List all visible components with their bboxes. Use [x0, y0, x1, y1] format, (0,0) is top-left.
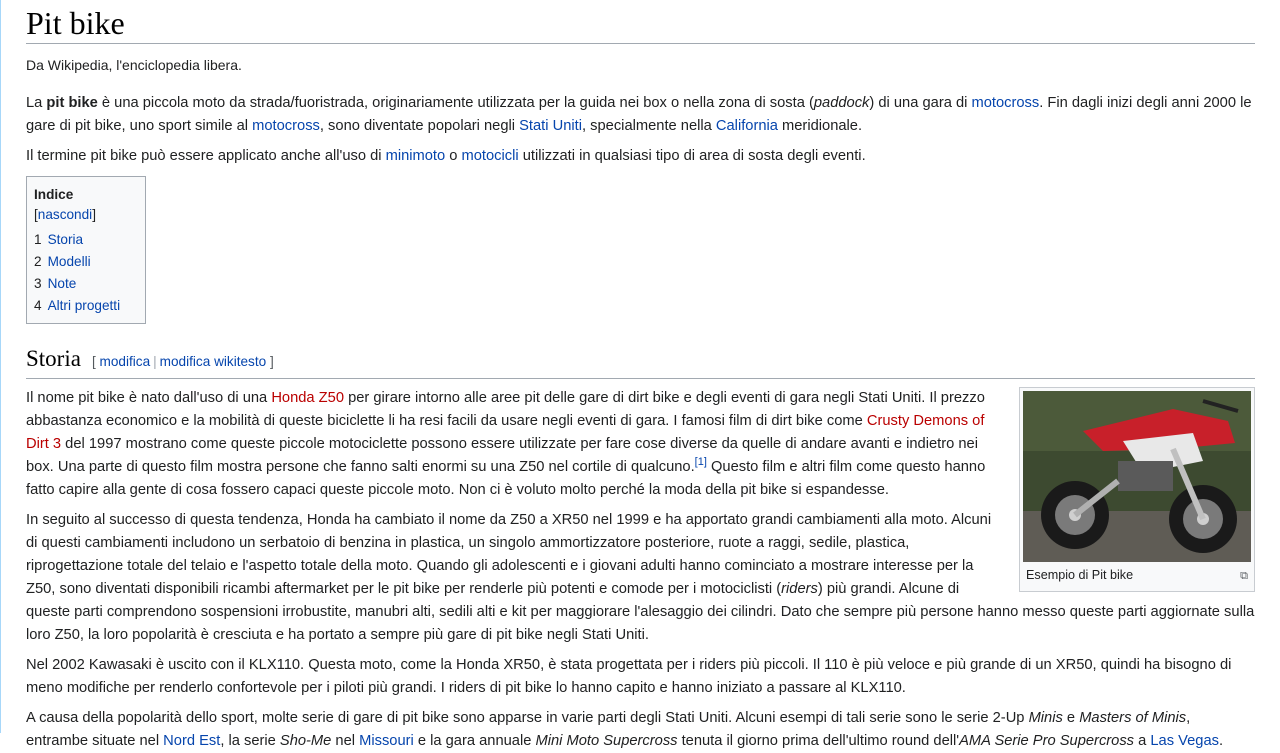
link-motocross[interactable]: motocross — [971, 95, 1040, 111]
toc-title: Indice — [34, 187, 74, 202]
pit-bike-image[interactable] — [1023, 391, 1251, 562]
thumbnail-figure — [1019, 387, 1255, 592]
edit-source-link[interactable]: modifica wikitesto — [159, 354, 267, 369]
toc-item-altri-progetti[interactable]: 4 Altri progetti — [34, 298, 121, 313]
toc-hide-toggle[interactable]: nascondi — [37, 207, 93, 222]
edit-section-links: [ modifica | modifica wikitesto ] — [91, 354, 274, 369]
link-california[interactable]: California — [715, 118, 778, 134]
link-motocicli[interactable]: motocicli — [461, 148, 519, 164]
storia-paragraph-4: A causa della popolarità dello sport, molte serie di gare di pit bike sono apparse in varie parti degli Stati Uniti. Alcuni esempi di tali serie sono le serie 2-Up Minis e Masters of Minis, entrambe situate nel Nord Est, la serie Sho-Me nel Missouri e la gara annuale Mini Moto Supercross tenuta il giorno prima dell'ultimo round dell'AMA Serie Pro Supercross a Las Vegas. — [26, 710, 1224, 749]
intro-paragraph-2: Il termine pit bike può essere applicato anche all'uso di minimoto o motocicli utilizzati in qualsiasi tipo di area di sosta degli eventi. — [26, 148, 866, 164]
link-nord-est[interactable]: Nord Est — [163, 733, 221, 749]
table-of-contents — [26, 176, 146, 324]
reference-1[interactable]: [1] — [694, 456, 707, 469]
link-missouri[interactable]: Missouri — [359, 733, 414, 749]
toc-item-storia[interactable]: 1 Storia — [34, 232, 84, 247]
toc-header: Indice [nascondi] — [34, 187, 96, 222]
toc-item-modelli[interactable]: 2 Modelli — [34, 254, 91, 269]
enlarge-icon[interactable]: ⧉ — [1240, 570, 1248, 582]
left-border — [0, 0, 1, 733]
storia-paragraph-3: Nel 2002 Kawasaki è uscito con il KLX110. Questa moto, come la Honda XR50, è stata progettata per i riders più piccoli. Il 110 è più veloce e più grande di un XR50, quindi ha bisogno di meno modifiche per renderlo confortevole per i piloti più grandi. I riders di pit bike lo hanno capito e hanno iniziato a passare al KLX110. — [26, 657, 1232, 696]
link-crusty-demons[interactable]: Crusty Demons of Dirt 3 — [26, 413, 985, 452]
link-motocross-2[interactable]: motocross — [252, 118, 320, 134]
storia-paragraph-1: Il nome pit bike è nato dall'uso di una Honda Z50 per girare intorno alle aree pit delle gare di dirt bike e degli eventi di gara negli Stati Uniti. Il prezzo abbastanza economico e la mobilità di queste biciclette li ha resi facili da usare negli eventi di gara. I famosi film di dirt bike come Crusty Demons of Dirt 3 del 1997 mostrano come queste piccole motociclette possono essere utilizzate per fare cose diverse da quelle di andare avanti e indietro nei box. Una parte di questo film mostra persone che fanno salti enormi su una Z50 nel cortile di qualcuno.[1] Questo film e altri film come questo hanno fatto capire alla gente di cosa fossero capaci queste piccole moto. Non ci è voluto molto perché la moda della pit bike si espandesse. — [26, 390, 986, 498]
link-las-vegas[interactable]: Las Vegas — [1150, 733, 1219, 749]
intro-paragraph-1: La pit bike è una piccola moto da strada/fuoristrada, originariamente utilizzata per la guida nei box o nella zona di sosta (paddock) di una gara di motocross. Fin dagli inizi degli anni 2000 le gare di pit bike, uno sport simile al motocross, sono diventate popolari negli Stati Uniti, specialmente nella California meridionale. — [26, 95, 1252, 134]
thumbnail-caption: Esempio di Pit bike ⧉ — [1023, 562, 1251, 588]
storia-paragraph-2: In seguito al successo di questa tendenza, Honda ha cambiato il nome da Z50 a XR50 nel 1999 e ha apportato grandi cambiamenti alla moto. Alcuni di questi cambiamenti includono un serbatoio di benzina in plastica, un singolo ammortizzatore posteriore, ruote a raggi, sedile, plastica, riprogettazione totale del telaio e l'aspetto totale della moto. Quando gli adolescenti e i giovani adulti hanno cominciato a mostrare interesse per la Z50, sono diventati disponibili ricambi aftermarket per le pit bike per renderle più potenti e comode per i motociclisti (riders) più grandi. Alcune di queste parti comprendono sospensioni irrobustite, manubri alti, sedili alti e kit per maggiorare l'alesaggio dei cilindri. Dato che sempre più persone hanno messo queste parti aggiornate sulla loro Z50, la loro popolarità è cresciuta e ha portato a sempre più gare di pit bike negli Stati Uniti. — [26, 512, 1255, 643]
link-stati-uniti[interactable]: Stati Uniti — [519, 118, 582, 134]
section-heading-storia: Storia [ modifica | modifica wikitesto ] — [26, 344, 1255, 379]
article-content — [26, 0, 1255, 753]
link-minimoto[interactable]: minimoto — [385, 148, 446, 164]
toc-item-note[interactable]: 3 Note — [34, 276, 77, 291]
page-title: Pit bike — [26, 0, 1255, 44]
article-subject: pit bike — [46, 95, 98, 111]
edit-link[interactable]: modifica — [99, 354, 151, 369]
link-honda-z50[interactable]: Honda Z50 — [271, 390, 344, 406]
site-tagline: Da Wikipedia, l'enciclopedia libera. — [26, 57, 242, 73]
